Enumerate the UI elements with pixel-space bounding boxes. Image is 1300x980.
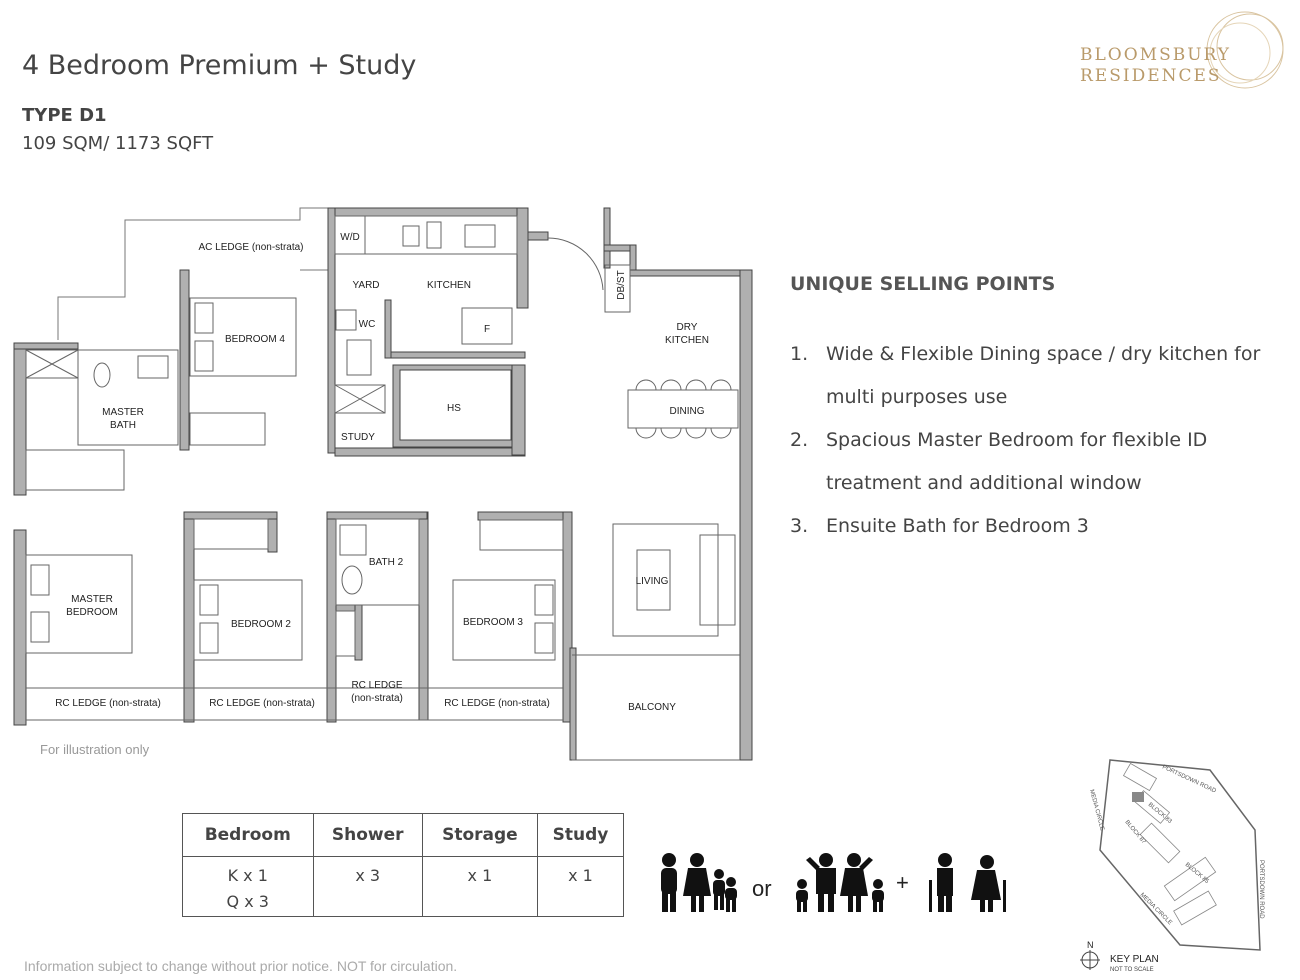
wall <box>528 232 548 240</box>
wall <box>328 208 335 453</box>
wall <box>14 343 78 349</box>
cell-bedroom <box>183 857 314 917</box>
usp-number: 2. <box>790 429 809 451</box>
label-rc-ledge-2: RC LEDGE (non-strata) <box>209 698 315 709</box>
north-label: N <box>1087 940 1094 950</box>
table-header-row <box>183 814 624 857</box>
usp-item <box>790 333 1280 419</box>
label-dining: DINING <box>669 406 705 417</box>
label-master-bath-1: MASTER <box>102 407 144 418</box>
page-title: 4 Bedroom Premium + Study <box>22 50 417 81</box>
label-master-bath-2: BATH <box>110 420 136 431</box>
label-dbst: DB/ST <box>616 270 627 300</box>
unit-marker <box>1132 792 1144 802</box>
wc-toilet-icon <box>347 340 371 375</box>
wall <box>328 208 528 216</box>
footer-notice: Information subject to change without prior notice. NOT for circulation. <box>24 958 458 974</box>
unit-area: 109 SQM/ 1173 SQFT <box>22 133 214 154</box>
wardrobe-icon <box>190 413 265 445</box>
header-storage: Storage <box>422 814 537 857</box>
wall <box>740 270 752 760</box>
label-hs: HS <box>447 403 461 414</box>
wall <box>327 512 427 519</box>
floor-plan <box>0 200 770 770</box>
wall <box>180 270 189 450</box>
header-shower: Shower <box>313 814 422 857</box>
label-bedroom2: BEDROOM 2 <box>230 619 292 630</box>
label-f: F <box>483 324 491 335</box>
unit-type: TYPE D1 <box>22 105 107 126</box>
brand-line-1: BLOOMSBURY <box>1080 45 1232 65</box>
wall <box>184 512 194 722</box>
door-swing <box>548 238 603 290</box>
label-bedroom4: BEDROOM 4 <box>224 334 286 345</box>
header-study: Study <box>537 814 623 857</box>
key-plan-label: KEY PLAN <box>1110 954 1159 965</box>
family-icons <box>655 850 1015 920</box>
road-label: PORTSDOWN ROAD <box>1258 860 1264 919</box>
sink-icon <box>465 225 495 247</box>
usp-text: Wide & Flexible Dining space / dry kitchen for multi purposes use <box>826 343 1261 408</box>
label-study: STUDY <box>341 432 375 443</box>
spec-table <box>182 813 624 917</box>
label-rc-ledge-3a: RC LEDGE <box>351 680 403 691</box>
wall <box>14 530 26 725</box>
wc-basin-icon <box>336 310 356 330</box>
family-of-four-cheering-icon <box>796 853 884 912</box>
label-master-bed-2: BEDROOM <box>66 607 118 618</box>
bedroom-king: K x 1 <box>227 866 268 885</box>
elderly-couple-icon <box>929 853 1006 912</box>
road-label: PORTSDOWN ROAD <box>1161 764 1217 795</box>
wall <box>630 270 752 276</box>
label-bedroom3: BEDROOM 3 <box>462 617 524 628</box>
label-yard: YARD <box>352 280 380 291</box>
wall <box>478 512 571 520</box>
label-dry-1: DRY <box>676 322 698 333</box>
wall <box>570 648 576 760</box>
illustration-note: For illustration only <box>40 742 150 757</box>
label-master-bed-1: MASTER <box>71 594 113 605</box>
toilet-icon <box>342 566 362 594</box>
label-living: LIVING <box>635 576 669 587</box>
wall <box>512 365 525 455</box>
usp-text: Ensuite Bath for Bedroom 3 <box>826 515 1089 537</box>
wall <box>184 512 277 519</box>
plus-text: + <box>896 870 909 895</box>
label-ac-ledge: AC LEDGE (non-strata) <box>198 242 304 253</box>
wall <box>419 512 428 720</box>
label-dry-2: KITCHEN <box>665 335 709 346</box>
table-row <box>183 857 624 917</box>
brand-line-2: RESIDENCES <box>1080 66 1222 86</box>
label-kitchen: KITCHEN <box>427 280 471 291</box>
label-rc-ledge-1: RC LEDGE (non-strata) <box>55 698 161 709</box>
key-plan-sub: NOT TO SCALE <box>1110 967 1154 973</box>
key-plan <box>1080 750 1280 975</box>
usp-item <box>790 505 1280 548</box>
usp-text: Spacious Master Bedroom for flexible ID treatment and additional window <box>826 429 1208 494</box>
usp-number: 3. <box>790 515 809 537</box>
road-label: MEDIA CIRCLE <box>1088 788 1105 832</box>
wall <box>517 208 528 308</box>
label-rc-ledge-3b: (non-strata) <box>351 693 403 704</box>
brand-name <box>1080 45 1231 87</box>
basin-icon <box>340 525 366 555</box>
wall <box>14 343 26 495</box>
block-label: BLOCK 85 <box>1183 861 1210 885</box>
cell-shower: x 3 <box>313 857 422 917</box>
header-bedroom: Bedroom <box>183 814 314 857</box>
wall <box>355 605 362 660</box>
or-text: or <box>752 876 772 901</box>
wall <box>385 352 525 358</box>
cell-study: x 1 <box>537 857 623 917</box>
usp-list <box>790 333 1280 548</box>
label-rc-ledge-4: RC LEDGE (non-strata) <box>444 698 550 709</box>
toilet-icon <box>94 363 110 387</box>
usp-item <box>790 419 1280 505</box>
cell-storage: x 1 <box>422 857 537 917</box>
road-label: MEDIA CIRCLE <box>1138 892 1173 927</box>
wall <box>604 208 610 268</box>
wall <box>335 448 525 456</box>
ac-ledge-outline <box>58 208 328 340</box>
family-of-four-icon <box>661 853 737 912</box>
label-balcony: BALCONY <box>628 702 676 713</box>
wardrobe-icon <box>480 520 563 550</box>
label-bath2: BATH 2 <box>368 557 404 568</box>
block-label: BLOCK 87 <box>1123 819 1147 846</box>
label-wd: W/D <box>340 232 360 243</box>
label-wc: WC <box>358 319 376 330</box>
wall <box>327 512 336 722</box>
block-label: BLOCK 83 <box>1146 801 1173 825</box>
bedroom-queen: Q x 3 <box>226 892 269 911</box>
usp-title: UNIQUE SELLING POINTS <box>790 273 1056 295</box>
usp-number: 1. <box>790 343 809 365</box>
basin-icon <box>138 356 168 378</box>
wardrobe-icon <box>26 450 124 490</box>
wall <box>385 300 391 358</box>
wardrobe-icon <box>194 519 268 549</box>
